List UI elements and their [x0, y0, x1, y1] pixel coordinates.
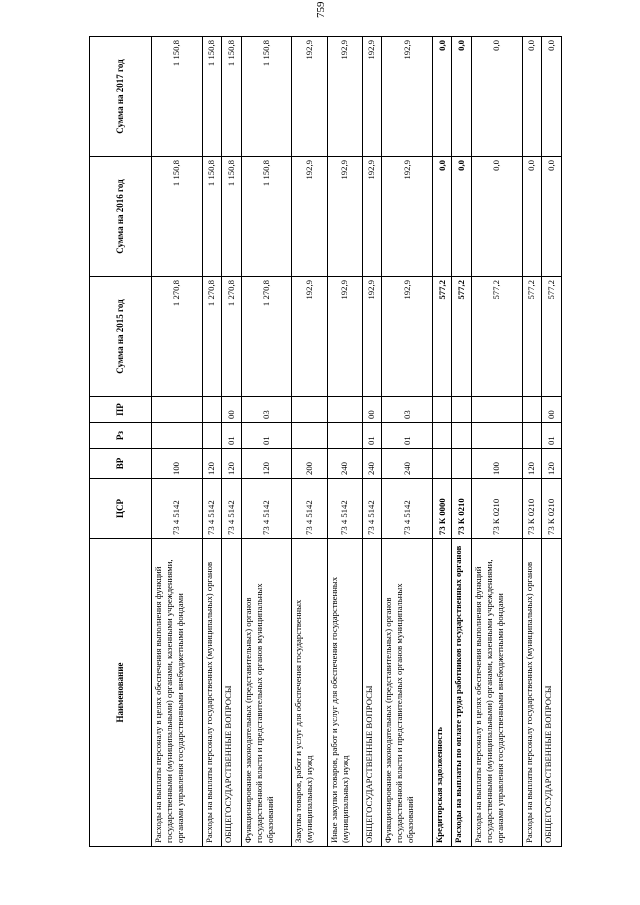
cell-y2017: 192,9: [327, 37, 362, 157]
table-row: [522, 37, 542, 847]
cell-rz: 01: [542, 423, 562, 449]
cell-name: ОБЩЕГОСУДАРСТВЕННЫЕ ВОПРОСЫ: [542, 539, 562, 847]
cell-y2015: 1 270,8: [222, 277, 242, 397]
cell-vr: 100: [472, 449, 523, 479]
cell-y2016: 0,0: [472, 157, 523, 277]
cell-pr: 00: [542, 397, 562, 423]
rotated-table-container: [89, 37, 562, 847]
cell-csr: 73 4 5142: [202, 479, 222, 539]
cell-csr: 73 4 5142: [222, 479, 242, 539]
header-2016: Сумма на 2016 год: [90, 157, 152, 277]
cell-vr: 240: [327, 449, 362, 479]
cell-rz: [522, 423, 542, 449]
cell-y2017: 192,9: [362, 37, 382, 157]
cell-name: Расходы на выплаты персоналу государственных (муниципальных) органов: [202, 539, 222, 847]
cell-csr: 73 4 5142: [362, 479, 382, 539]
cell-rz: [432, 423, 452, 449]
cell-pr: 00: [362, 397, 382, 423]
cell-y2016: 192,9: [292, 157, 327, 277]
header-name: Наименование: [90, 539, 152, 847]
header-vr: ВР: [90, 449, 152, 479]
header-rz: Рз: [90, 423, 152, 449]
header-pr: ПР: [90, 397, 152, 423]
cell-rz: [452, 423, 472, 449]
cell-y2015: 1 270,8: [152, 277, 203, 397]
cell-rz: [202, 423, 222, 449]
cell-y2016: 1 150,8: [152, 157, 203, 277]
table-row: [472, 37, 523, 847]
cell-csr: 73 К 0210: [472, 479, 523, 539]
cell-rz: 01: [241, 423, 292, 449]
cell-vr: 240: [362, 449, 382, 479]
table-row: [432, 37, 452, 847]
cell-name: Иные закупки товаров, работ и услуг для обеспечения государственных (муниципальных) нужд: [327, 539, 362, 847]
cell-pr: [522, 397, 542, 423]
cell-y2016: 192,9: [382, 157, 433, 277]
cell-y2016: 192,9: [327, 157, 362, 277]
cell-vr: 120: [542, 449, 562, 479]
cell-y2017: 1 150,8: [152, 37, 203, 157]
table-row: [382, 37, 433, 847]
cell-y2016: 1 150,8: [202, 157, 222, 277]
table-row: [202, 37, 222, 847]
cell-rz: 01: [222, 423, 242, 449]
cell-y2017: 0,0: [542, 37, 562, 157]
cell-pr: [152, 397, 203, 423]
cell-y2017: 0,0: [472, 37, 523, 157]
cell-csr: 73 К 0210: [522, 479, 542, 539]
cell-y2015: 577,2: [452, 277, 472, 397]
page-number: [0, 0, 640, 40]
table-body: [152, 37, 562, 847]
cell-name: Кредиторская задолженность: [432, 539, 452, 847]
cell-vr: [452, 449, 472, 479]
cell-csr: 73 4 5142: [152, 479, 203, 539]
table-row: [241, 37, 292, 847]
cell-y2016: 0,0: [452, 157, 472, 277]
cell-csr: 73 4 5142: [382, 479, 433, 539]
cell-vr: 120: [241, 449, 292, 479]
cell-csr: 73 4 5142: [241, 479, 292, 539]
cell-y2016: 1 150,8: [241, 157, 292, 277]
table-header-row: [90, 37, 152, 847]
table-row: [452, 37, 472, 847]
page-number-text: 759: [315, 1, 327, 18]
budget-table: [89, 36, 562, 847]
cell-name: ОБЩЕГОСУДАРСТВЕННЫЕ ВОПРОСЫ: [362, 539, 382, 847]
cell-pr: [202, 397, 222, 423]
cell-vr: 200: [292, 449, 327, 479]
cell-y2015: 1 270,8: [202, 277, 222, 397]
cell-y2015: 577,2: [522, 277, 542, 397]
header-2017: Сумма на 2017 год: [90, 37, 152, 157]
cell-name: Функционирование законодательных (представительных) органов государственной власти и представительных органов муниципальных образований: [382, 539, 433, 847]
cell-pr: 03: [241, 397, 292, 423]
table-row: [327, 37, 362, 847]
cell-y2016: 0,0: [432, 157, 452, 277]
table-row: [292, 37, 327, 847]
cell-rz: 01: [382, 423, 433, 449]
cell-rz: [472, 423, 523, 449]
cell-vr: 120: [222, 449, 242, 479]
table-row: [152, 37, 203, 847]
cell-vr: 240: [382, 449, 433, 479]
cell-vr: 100: [152, 449, 203, 479]
table-row: [222, 37, 242, 847]
cell-vr: 120: [522, 449, 542, 479]
cell-name: ОБЩЕГОСУДАРСТВЕННЫЕ ВОПРОСЫ: [222, 539, 242, 847]
cell-y2015: 577,2: [432, 277, 452, 397]
cell-name: Расходы на выплаты персоналу государственных (муниципальных) органов: [522, 539, 542, 847]
cell-name: Закупка товаров, работ и услуг для обеспечения государственных (муниципальных) нужд: [292, 539, 327, 847]
header-csr: ЦСР: [90, 479, 152, 539]
cell-csr: 73 К 0210: [542, 479, 562, 539]
cell-y2016: 0,0: [542, 157, 562, 277]
cell-vr: 120: [202, 449, 222, 479]
cell-y2015: 192,9: [362, 277, 382, 397]
cell-y2016: 0,0: [522, 157, 542, 277]
cell-name: Расходы на выплаты персоналу в целях обеспечения выполнения функций государственными (муниципальными) органами, казенными учреждениями, органами управления государственными внебюджетными фондами: [152, 539, 203, 847]
cell-pr: [472, 397, 523, 423]
cell-y2017: 0,0: [452, 37, 472, 157]
cell-name: Расходы на выплаты по оплате труда работников государственных органов: [452, 539, 472, 847]
cell-rz: 01: [362, 423, 382, 449]
cell-rz: [292, 423, 327, 449]
cell-y2017: 1 150,8: [222, 37, 242, 157]
cell-y2015: 577,2: [472, 277, 523, 397]
cell-y2015: 192,9: [327, 277, 362, 397]
cell-name: Функционирование законодательных (представительных) органов государственной власти и представительных органов муниципальных образований: [241, 539, 292, 847]
cell-csr: 73 К 0000: [432, 479, 452, 539]
cell-pr: [327, 397, 362, 423]
cell-y2015: 577,2: [542, 277, 562, 397]
cell-y2015: 192,9: [382, 277, 433, 397]
cell-y2016: 192,9: [362, 157, 382, 277]
table-row: [542, 37, 562, 847]
cell-y2015: 1 270,8: [241, 277, 292, 397]
cell-name: Расходы на выплаты персоналу в целях обеспечения выполнения функций государственными (муниципальными) органами, казенными учреждениями, органами управления государственными внебюджетными фондами: [472, 539, 523, 847]
cell-vr: [432, 449, 452, 479]
cell-csr: 73 4 5142: [327, 479, 362, 539]
cell-y2017: 0,0: [432, 37, 452, 157]
cell-csr: 73 К 0210: [452, 479, 472, 539]
cell-y2016: 1 150,8: [222, 157, 242, 277]
cell-y2015: 192,9: [292, 277, 327, 397]
table-row: [362, 37, 382, 847]
cell-rz: [327, 423, 362, 449]
cell-pr: 00: [222, 397, 242, 423]
cell-pr: 03: [382, 397, 433, 423]
cell-pr: [432, 397, 452, 423]
cell-y2017: 1 150,8: [241, 37, 292, 157]
cell-pr: [292, 397, 327, 423]
cell-pr: [452, 397, 472, 423]
cell-y2017: 0,0: [522, 37, 542, 157]
cell-y2017: 192,9: [382, 37, 433, 157]
cell-y2017: 192,9: [292, 37, 327, 157]
cell-rz: [152, 423, 203, 449]
cell-y2017: 1 150,8: [202, 37, 222, 157]
header-2015: Сумма на 2015 год: [90, 277, 152, 397]
cell-csr: 73 4 5142: [292, 479, 327, 539]
